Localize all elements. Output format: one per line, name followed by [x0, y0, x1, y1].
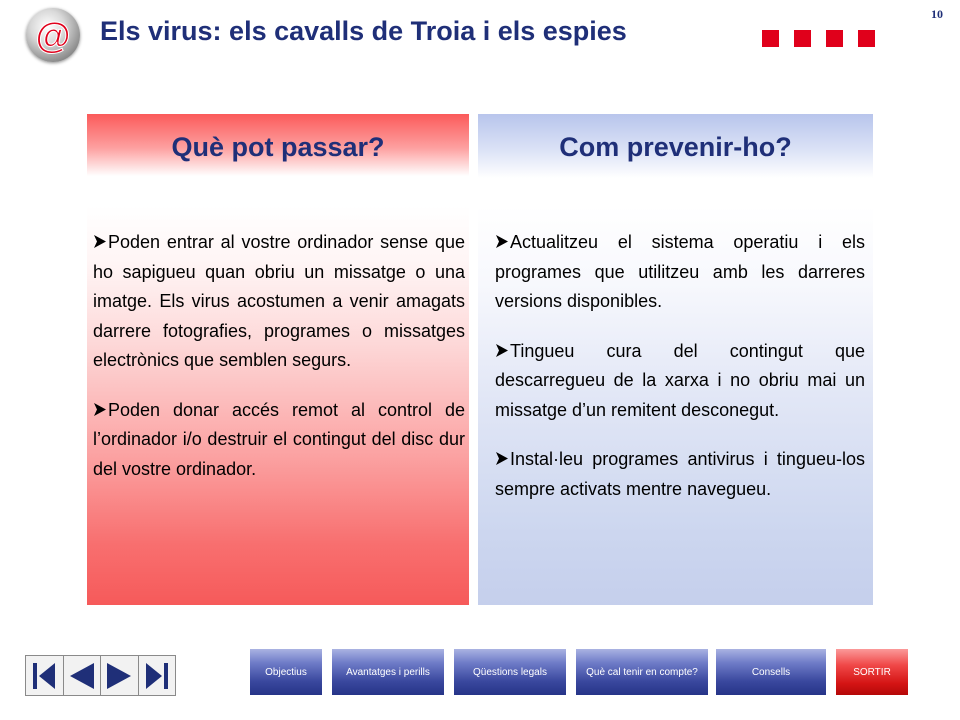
next-slide-icon	[105, 661, 133, 691]
first-slide-icon	[31, 661, 57, 691]
slide-navigation	[25, 655, 176, 696]
risks-heading: Què pot passar?	[171, 132, 385, 162]
red-square-icon	[826, 30, 843, 47]
red-square-icon	[762, 30, 779, 47]
last-slide-button[interactable]	[139, 656, 176, 695]
arrow-bullet-icon	[495, 451, 509, 466]
menu-objectives[interactable]: Objectius	[250, 649, 322, 695]
list-item	[495, 445, 865, 504]
decorative-squares	[762, 30, 875, 47]
risks-list	[93, 228, 465, 504]
svg-text:@: @	[35, 15, 71, 56]
menu-advantages-risks[interactable]: Avantatges i perills	[332, 649, 444, 695]
menu-tips[interactable]: Consells	[716, 649, 826, 695]
prevention-heading: Com prevenir-ho?	[559, 132, 792, 162]
list-item	[495, 228, 865, 317]
list-item-text: Tingueu cura del contingut que descarregueu de la xarxa i no obriu mai un missatge d’un remitent desconegut.	[495, 340, 865, 420]
red-square-icon	[858, 30, 875, 47]
list-item-text: Poden entrar al vostre ordinador sense que ho sapigueu quan obriu un missatge o una imatge. Els virus acostumen a venir amagats darrere fotografies, programes o missatges electrònics que semblen segurs.	[93, 232, 465, 370]
first-slide-button[interactable]	[26, 656, 64, 695]
arrow-bullet-icon	[495, 343, 509, 358]
list-item-text: Poden donar accés remot al control de l’ordinador i/o destruir el contingut del disc dur del vostre ordinador.	[93, 399, 465, 479]
at-sign-icon	[26, 8, 80, 62]
list-item	[495, 337, 865, 426]
red-square-icon	[794, 30, 811, 47]
list-item-text: Instal·leu programes antivirus i tingueu-los sempre activats mentre navegueu.	[495, 449, 865, 499]
last-slide-icon	[144, 661, 170, 691]
list-item	[93, 396, 465, 485]
at-sign-logo	[26, 8, 80, 62]
prevention-panel	[478, 114, 873, 605]
list-item-text: Actualitzeu el sistema operatiu i els programes que utilitzeu amb les darreres versions disponibles.	[495, 232, 865, 311]
page-number: 10	[931, 7, 943, 21]
arrow-bullet-icon	[93, 234, 107, 249]
menu-legal-questions[interactable]: Qüestions legals	[454, 649, 566, 695]
previous-slide-icon	[68, 661, 96, 691]
prevention-list	[495, 228, 865, 524]
menu-things-to-consider[interactable]: Què cal tenir en compte?	[576, 649, 708, 695]
next-slide-button[interactable]	[101, 656, 139, 695]
risks-panel	[87, 114, 469, 605]
page-title: Els virus: els cavalls de Troia i els espies	[100, 16, 627, 46]
arrow-bullet-icon	[495, 234, 509, 249]
exit-button[interactable]: SORTIR	[836, 649, 908, 695]
arrow-bullet-icon	[93, 402, 107, 417]
previous-slide-button[interactable]	[64, 656, 102, 695]
list-item	[93, 228, 465, 376]
